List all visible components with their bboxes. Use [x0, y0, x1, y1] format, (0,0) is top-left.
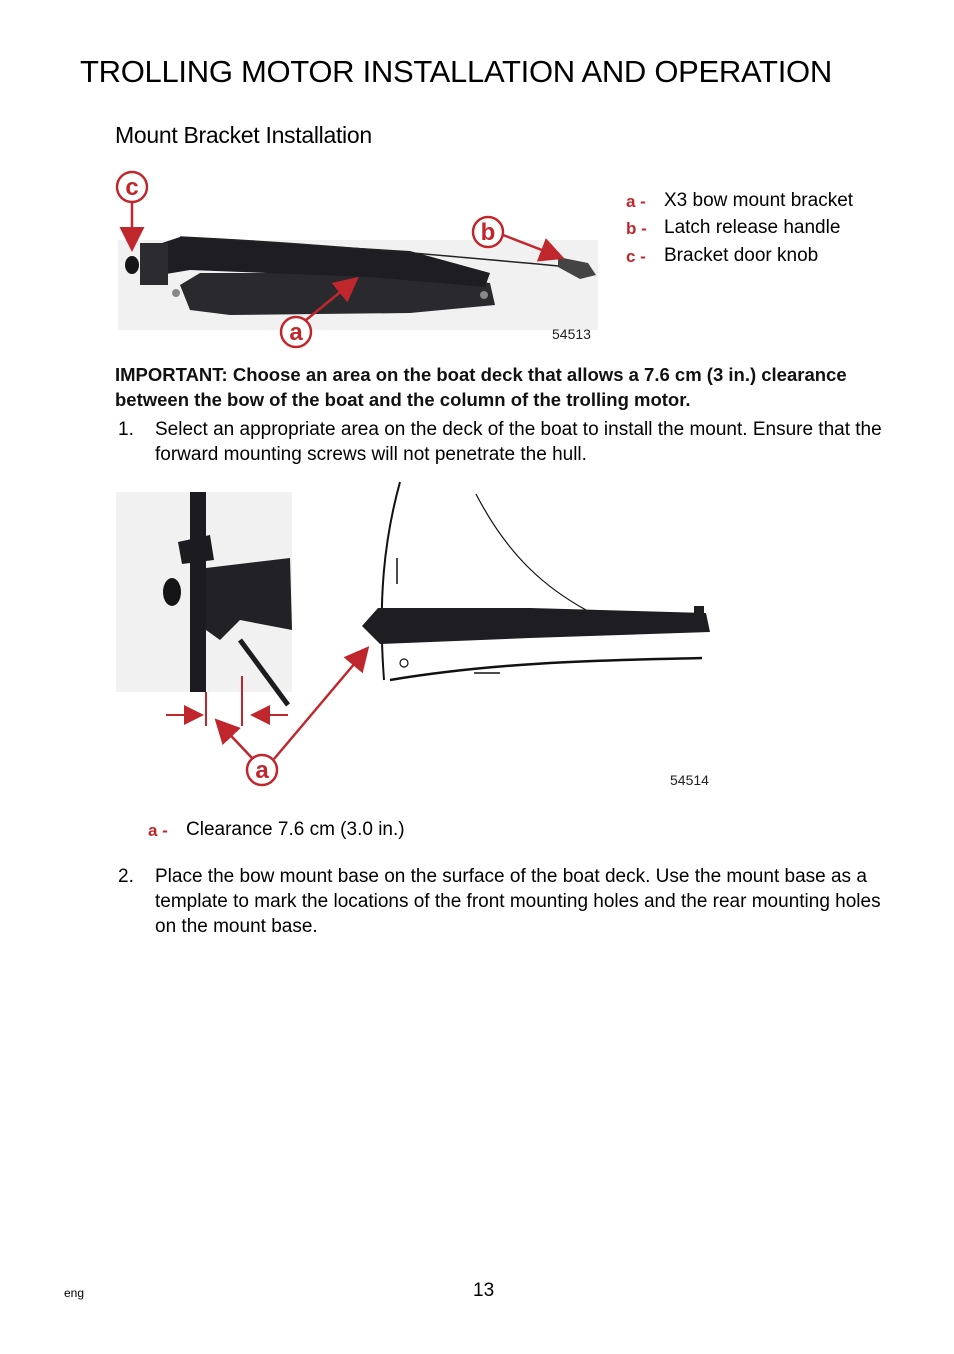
- legend-text: Latch release handle: [664, 217, 841, 238]
- figure2-legend: [148, 819, 548, 845]
- page-title: TROLLING MOTOR INSTALLATION AND OPERATION: [80, 54, 832, 89]
- legend-key: c -: [626, 247, 646, 266]
- step-number: 1.: [118, 419, 134, 440]
- bracket-door-knob: [163, 578, 181, 606]
- legend-key: b -: [626, 219, 647, 238]
- callout-a-arrow-left: [218, 722, 252, 758]
- section-title: Mount Bracket Installation: [115, 122, 372, 148]
- legend-text: Bracket door knob: [664, 245, 819, 266]
- figure-mount-bracket: [110, 165, 610, 350]
- callout-b-label: b: [480, 219, 496, 246]
- boat-deck-outline: [390, 658, 702, 680]
- callout-a-label: a: [255, 757, 269, 784]
- motor-cable-line: [476, 494, 586, 610]
- footer-language: eng: [64, 1286, 85, 1300]
- step-text: Select an appropriate area on the deck of the boat to install the mount. Ensure that the forward mounting screws will not penetrate the hull.: [155, 419, 882, 465]
- bracket-rear-tab: [694, 606, 704, 620]
- important-note: IMPORTANT: Choose an area on the boat deck that allows a 7.6 cm (3 in.) clearance between the bow of the boat and the column of the trolling motor.: [115, 364, 847, 410]
- bracket-screw: [480, 291, 488, 299]
- callout-a-label: a: [289, 319, 303, 346]
- deck-hole: [400, 659, 408, 667]
- bracket-screw: [172, 289, 180, 297]
- step-1: [118, 417, 898, 467]
- legend-text: X3 bow mount bracket: [664, 190, 854, 211]
- figure-clearance: [110, 480, 730, 800]
- page-number: 13: [473, 1280, 495, 1301]
- bracket-door-knob: [125, 256, 139, 274]
- legend-key: a -: [626, 192, 646, 211]
- figure-number-2: 54514: [670, 772, 709, 788]
- figure1-legend: [626, 190, 926, 280]
- legend-key: a -: [148, 821, 168, 840]
- step-number: 2.: [118, 866, 134, 887]
- legend-text: Clearance 7.6 cm (3.0 in.): [186, 819, 405, 840]
- bracket-front-block: [140, 243, 168, 285]
- step-2: [118, 864, 898, 940]
- step-text: Place the bow mount base on the surface of the boat deck. Use the mount base as a template to mark the locations of the front mounting holes and the rear mounting holes on the mount base.: [155, 866, 881, 937]
- callout-c-label: c: [125, 174, 139, 201]
- motor-column: [190, 492, 206, 692]
- bracket-top-view: [362, 608, 710, 644]
- figure-number-1: 54513: [552, 326, 591, 342]
